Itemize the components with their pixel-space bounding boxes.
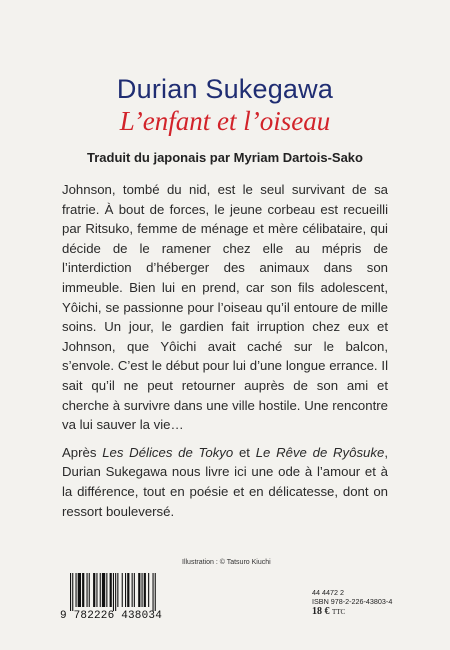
- barcode-bar: [142, 573, 143, 607]
- barcode-bar: [93, 573, 95, 607]
- illustration-credit: Illustration : © Tatsuro Kiuchi: [182, 559, 271, 566]
- blurb-paragraph-1: Johnson, tombé du nid, est le seul survivant de sa fratrie. À bout de forces, le jeune corbeau est recueilli par Ritsuko, femme de ménage et mère célibataire, qui décide de le ramener chez elle au mépris de l’interdiction d’héberger des animaux dans son immeuble. Bien lui en prend, car son fils adolescent, Yôichi, se passionne pour l’oiseau qu’il entoure de mille soins. Un jour, le gardien fait irruption chez eux et Johnson, que Yôichi avait caché sur le balcon, s’envole. C’est le début pour lui d’une longue errance. Il sait qu’il ne peut retourner auprès de son ami et cherche à survivre dans une ville hostile. Une rencontre va lui sauver la vie…: [62, 182, 388, 433]
- barcode-bar: [148, 573, 149, 607]
- barcode-bar: [134, 573, 135, 607]
- barcode-bar: [138, 573, 140, 607]
- barcode-bar: [115, 573, 116, 611]
- blurb-text: , Durian Sukegawa nous livre ici une ode à l’amour et à la différence, tout en poésie et en délicatesse, dont on ressort bouleversé.: [62, 444, 388, 519]
- barcode-bar: [122, 573, 123, 607]
- barcode-bar: [76, 573, 77, 607]
- barcode-bar: [155, 573, 156, 611]
- price-value: 18 €: [312, 605, 330, 617]
- barcode: [60, 573, 174, 629]
- barcode-bar: [153, 573, 154, 611]
- blurb: [62, 180, 388, 521]
- barcode-bar: [78, 573, 81, 607]
- barcode-bar: [89, 573, 90, 607]
- barcode-bar: [72, 573, 73, 611]
- product-codes: [312, 589, 400, 616]
- author-name: Durian Sukegawa: [116, 74, 334, 104]
- barcode-bar: [87, 573, 88, 607]
- price: [312, 605, 400, 617]
- barcode-bar: [110, 573, 112, 607]
- barcode-bar: [100, 573, 101, 607]
- barcode-bar: [70, 573, 71, 611]
- barcode-bar: [106, 573, 107, 607]
- barcode-bar: [82, 573, 84, 607]
- barcode-bar: [132, 573, 133, 607]
- isbn: ISBN 978-2-226-43803-4: [312, 596, 393, 606]
- barcode-bars: [70, 573, 170, 611]
- barcode-bar: [96, 573, 97, 607]
- barcode-bar: [117, 573, 118, 607]
- book-reference: Le Rêve de Ryôsuke: [255, 444, 385, 460]
- blurb-text: et: [233, 444, 256, 460]
- reference-number: 44 4472 2: [312, 588, 344, 597]
- blurb-paragraph-2: [62, 443, 388, 521]
- translator-credit: Traduit du japonais par Myriam Dartois-Sako: [87, 150, 363, 165]
- book-title: L’enfant et l’oiseau: [119, 106, 331, 136]
- barcode-bar: [125, 573, 126, 607]
- price-suffix: TTC: [332, 607, 346, 616]
- blurb-text: Après: [62, 444, 103, 460]
- book-reference: Les Délices de Tokyo: [102, 444, 234, 460]
- barcode-bar: [113, 573, 114, 611]
- barcode-digits: 9 782226 438034: [60, 610, 163, 622]
- barcode-bar: [127, 573, 129, 607]
- barcode-bar: [144, 573, 146, 607]
- barcode-bar: [102, 573, 105, 607]
